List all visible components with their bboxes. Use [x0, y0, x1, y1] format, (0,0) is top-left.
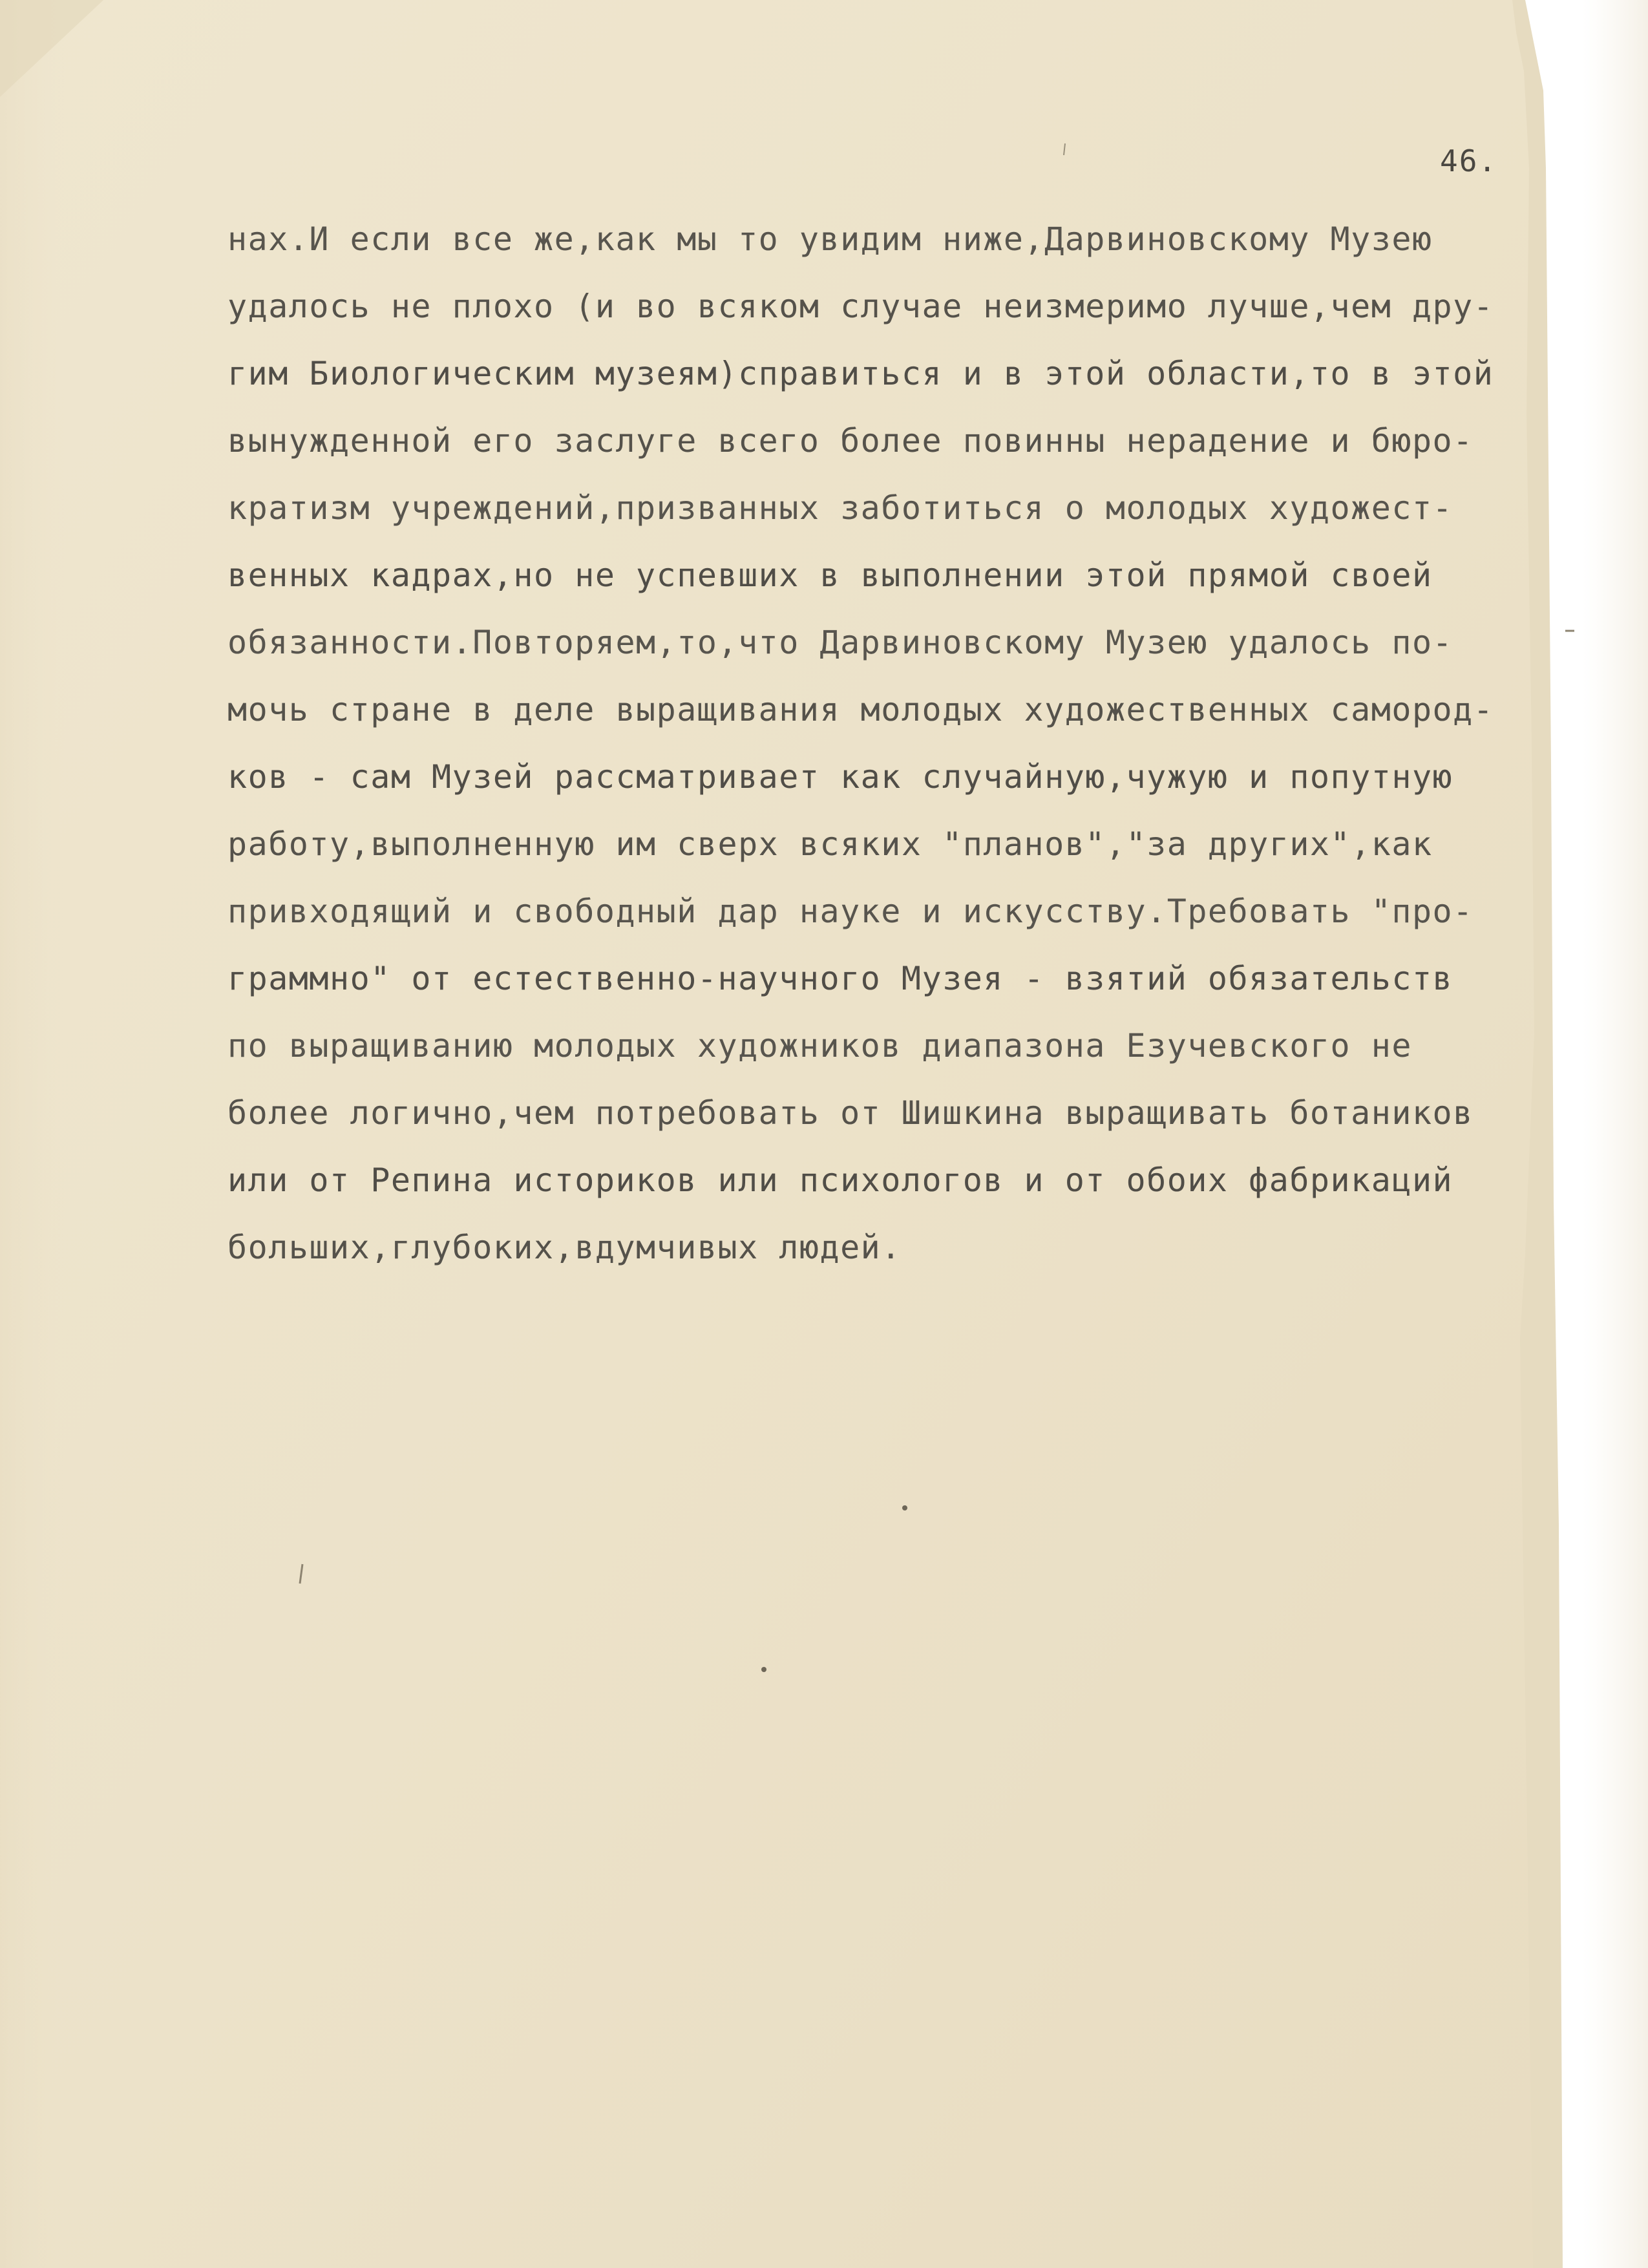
- text-line: удалось не плохо (и во всяком случае неизмеримо лучше,чем дру-: [227, 288, 1494, 325]
- page-number: 46.: [1440, 143, 1498, 178]
- text-line: венных кадрах,но не успевших в выполнении этой прямой своей: [227, 556, 1433, 594]
- text-line: по выращиванию молодых художников диапазона Езучевского не: [227, 1027, 1412, 1065]
- text-line: работу,выполненную им сверх всяких "планов","за других",как: [227, 825, 1433, 863]
- text-line: или от Репина историков или психологов и от обоих фабрикаций: [227, 1161, 1453, 1199]
- typed-body-text: [227, 206, 1572, 1281]
- text-line: обязанности.Повторяем,то,что Дарвиновскому Музею удалось по-: [227, 624, 1453, 661]
- text-line: нах.И если все же,как мы то увидим ниже,Дарвиновскому Музею: [227, 220, 1433, 258]
- text-line: вынужденной его заслуге всего более повинны нерадение и бюро-: [227, 422, 1474, 460]
- text-line: больших,глубоких,вдумчивых людей.: [227, 1229, 902, 1266]
- text-line: кратизм учреждений,призванных заботиться о молодых художест-: [227, 489, 1453, 527]
- text-line: мочь стране в деле выращивания молодых художественных самород-: [227, 691, 1494, 728]
- text-line: более логично,чем потребовать от Шишкина выращивать ботаников: [227, 1094, 1474, 1132]
- text-line: гим Биологическим музеям)справиться и в этой области,то в этой: [227, 355, 1494, 392]
- text-line: граммно" от естественно-научного Музея - взятий обязательств: [227, 960, 1453, 997]
- text-line: привходящий и свободный дар науке и искусству.Требовать "про-: [227, 893, 1474, 930]
- text-line: ков - сам Музей рассматривает как случайную,чужую и попутную: [227, 758, 1453, 796]
